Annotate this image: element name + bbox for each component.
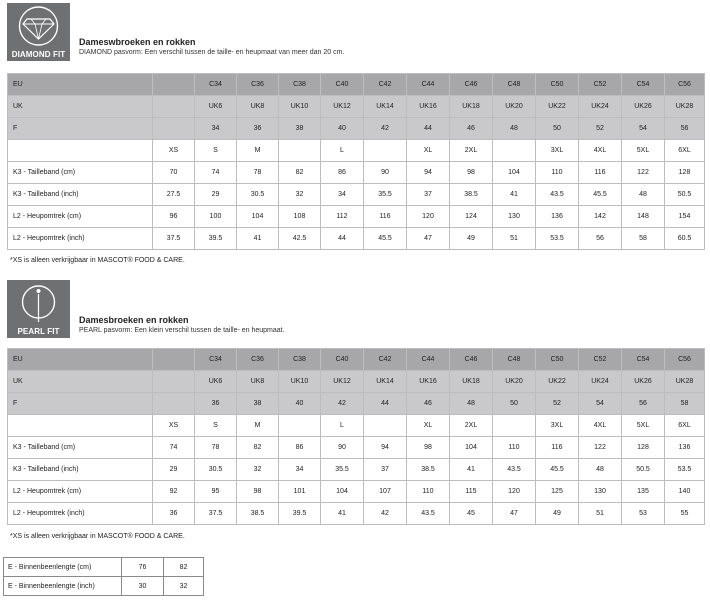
table-row xyxy=(8,206,705,228)
table-cell: C52 xyxy=(579,349,622,371)
table-cell: 96 xyxy=(153,206,195,228)
table-cell: C38 xyxy=(279,74,321,96)
table-cell: 55 xyxy=(665,503,705,525)
table-cell: 53 xyxy=(622,503,665,525)
table-cell: XL xyxy=(407,415,450,437)
table-cell: 34 xyxy=(321,184,364,206)
table-cell: 82 xyxy=(279,162,321,184)
table-cell: 94 xyxy=(364,437,407,459)
table-cell: 95 xyxy=(195,481,237,503)
diamond-badge-label: DIAMOND FIT xyxy=(11,50,66,59)
table-cell: 120 xyxy=(407,206,450,228)
table-cell: 110 xyxy=(536,162,579,184)
table-cell: 30.5 xyxy=(237,184,279,206)
table-cell: 82 xyxy=(237,437,279,459)
table-cell: 46 xyxy=(450,118,493,140)
table-cell: 4XL xyxy=(579,415,622,437)
table-cell: UK24 xyxy=(579,371,622,393)
table-cell: UK16 xyxy=(407,371,450,393)
table-cell: 37 xyxy=(364,459,407,481)
table-cell: UK18 xyxy=(450,371,493,393)
table-cell: 110 xyxy=(493,437,536,459)
table-cell: C50 xyxy=(536,74,579,96)
table-cell: 36 xyxy=(153,503,195,525)
table-row xyxy=(8,393,705,415)
row-label: E - Binnenbeenlengte (inch) xyxy=(4,577,122,596)
diamond-icon xyxy=(7,5,70,49)
row-label: K3 - Tailleband (cm) xyxy=(8,437,153,459)
row-label: F xyxy=(8,118,153,140)
row-label: E - Binnenbeenlengte (cm) xyxy=(4,558,122,577)
table-cell: 29 xyxy=(195,184,237,206)
table-cell: 94 xyxy=(407,162,450,184)
table-cell: C50 xyxy=(536,349,579,371)
table-cell: 116 xyxy=(579,162,622,184)
table-cell: 6XL xyxy=(665,140,705,162)
table-cell: 45.5 xyxy=(364,228,407,250)
table-cell: 38.5 xyxy=(407,459,450,481)
table-cell xyxy=(364,415,407,437)
table-cell: 32 xyxy=(237,459,279,481)
table-row xyxy=(8,140,705,162)
table-cell: 116 xyxy=(364,206,407,228)
diamond-subtitle: DIAMOND pasvorm: Een verschil tussen de taille- en heupmaat van meer dan 20 cm. xyxy=(79,49,345,56)
table-row xyxy=(8,228,705,250)
table-cell: 50.5 xyxy=(622,459,665,481)
table-cell: 104 xyxy=(321,481,364,503)
pearl-section xyxy=(7,280,705,545)
row-label: L2 - Heupomtrek (cm) xyxy=(8,206,153,228)
table-cell: 27.5 xyxy=(153,184,195,206)
table-cell: 3XL xyxy=(536,140,579,162)
table-cell: 50 xyxy=(493,393,536,415)
table-cell: 44 xyxy=(407,118,450,140)
table-cell: UK22 xyxy=(536,371,579,393)
table-cell: 130 xyxy=(579,481,622,503)
diamond-size-table xyxy=(7,73,705,250)
table-cell: 38 xyxy=(237,393,279,415)
table-cell: C36 xyxy=(237,349,279,371)
table-cell: M xyxy=(237,415,279,437)
table-cell: 6XL xyxy=(665,415,705,437)
pearl-note: *XS is alleen verkrijgbaar in MASCOT® FOOD & CARE. xyxy=(10,533,185,540)
table-cell: C38 xyxy=(279,349,321,371)
table-cell: L xyxy=(321,140,364,162)
table-cell: 112 xyxy=(321,206,364,228)
table-cell: 53.5 xyxy=(665,459,705,481)
table-cell: 108 xyxy=(279,206,321,228)
pearl-title: Damesbroeken en rokken xyxy=(79,315,189,325)
table-cell: C48 xyxy=(493,349,536,371)
table-cell: C46 xyxy=(450,74,493,96)
table-cell: 4XL xyxy=(579,140,622,162)
table-cell: 51 xyxy=(493,228,536,250)
table-cell: S xyxy=(195,140,237,162)
table-cell: 116 xyxy=(536,437,579,459)
table-cell xyxy=(153,96,195,118)
table-cell: 136 xyxy=(665,437,705,459)
pearl-subtitle: PEARL pasvorm: Een klein verschil tussen de taille- en heupmaat. xyxy=(79,327,285,334)
table-cell: UK24 xyxy=(579,96,622,118)
table-cell xyxy=(279,415,321,437)
table-cell: 78 xyxy=(237,162,279,184)
table-row xyxy=(4,558,204,577)
table-cell: 3XL xyxy=(536,415,579,437)
table-cell: 54 xyxy=(579,393,622,415)
table-row xyxy=(4,577,204,596)
table-cell: 48 xyxy=(493,118,536,140)
table-cell: 74 xyxy=(153,437,195,459)
table-cell: 40 xyxy=(321,118,364,140)
table-cell: UK20 xyxy=(493,96,536,118)
row-label: EU xyxy=(8,74,153,96)
table-cell: 52 xyxy=(579,118,622,140)
table-cell: 2XL xyxy=(450,415,493,437)
table-cell: 39.5 xyxy=(279,503,321,525)
table-cell: 41 xyxy=(450,459,493,481)
table-cell: 101 xyxy=(279,481,321,503)
table-cell: C54 xyxy=(622,349,665,371)
table-cell: 38.5 xyxy=(450,184,493,206)
table-cell: UK20 xyxy=(493,371,536,393)
table-row xyxy=(8,415,705,437)
table-cell: 122 xyxy=(622,162,665,184)
table-cell: 43.5 xyxy=(536,184,579,206)
table-cell: 154 xyxy=(665,206,705,228)
table-cell: UK18 xyxy=(450,96,493,118)
table-cell: 120 xyxy=(493,481,536,503)
diamond-title: Dameswbroeken en rokken xyxy=(79,37,196,47)
table-cell: UK12 xyxy=(321,96,364,118)
diamond-note: *XS is alleen verkrijgbaar in MASCOT® FOOD & CARE. xyxy=(10,257,185,264)
table-cell: 115 xyxy=(450,481,493,503)
table-cell: L xyxy=(321,415,364,437)
table-cell xyxy=(153,118,195,140)
table-cell: 54 xyxy=(622,118,665,140)
table-cell: 37.5 xyxy=(153,228,195,250)
table-cell: 128 xyxy=(622,437,665,459)
table-cell: 70 xyxy=(153,162,195,184)
table-cell: 58 xyxy=(665,393,705,415)
table-cell: 5XL xyxy=(622,415,665,437)
table-row xyxy=(8,118,705,140)
table-cell: S xyxy=(195,415,237,437)
table-cell: 136 xyxy=(536,206,579,228)
pearl-fit-badge xyxy=(7,280,70,338)
table-cell: 46 xyxy=(407,393,450,415)
table-cell: 45.5 xyxy=(536,459,579,481)
table-cell xyxy=(493,140,536,162)
table-cell: UK6 xyxy=(195,371,237,393)
table-cell: C44 xyxy=(407,74,450,96)
table-cell: 74 xyxy=(195,162,237,184)
table-cell: 48 xyxy=(622,184,665,206)
row-label: UK xyxy=(8,96,153,118)
table-cell: 36 xyxy=(195,393,237,415)
row-label: F xyxy=(8,393,153,415)
table-cell: 130 xyxy=(493,206,536,228)
table-cell: 122 xyxy=(579,437,622,459)
table-cell: 45 xyxy=(450,503,493,525)
row-label: K3 - Tailleband (inch) xyxy=(8,184,153,206)
table-row xyxy=(8,184,705,206)
table-cell: 98 xyxy=(407,437,450,459)
table-row xyxy=(8,437,705,459)
table-cell: UK12 xyxy=(321,371,364,393)
diamond-fit-badge xyxy=(7,3,70,61)
table-cell: C40 xyxy=(321,74,364,96)
table-row xyxy=(8,481,705,503)
table-cell: 98 xyxy=(450,162,493,184)
table-cell xyxy=(153,349,195,371)
table-cell: 36 xyxy=(237,118,279,140)
table-cell: 40 xyxy=(279,393,321,415)
pearl-icon xyxy=(7,282,70,326)
table-cell: 53.5 xyxy=(536,228,579,250)
pearl-badge-label: PEARL FIT xyxy=(17,327,60,336)
row-label: UK xyxy=(8,371,153,393)
table-cell: 32 xyxy=(279,184,321,206)
table-cell: UK16 xyxy=(407,96,450,118)
table-cell: UK6 xyxy=(195,96,237,118)
table-cell: 125 xyxy=(536,481,579,503)
table-cell: 135 xyxy=(622,481,665,503)
table-cell: 148 xyxy=(622,206,665,228)
table-cell: 56 xyxy=(665,118,705,140)
table-cell: 104 xyxy=(237,206,279,228)
row-label: L2 - Heupomtrek (inch) xyxy=(8,503,153,525)
table-cell: 47 xyxy=(407,228,450,250)
table-cell: 2XL xyxy=(450,140,493,162)
table-cell: C48 xyxy=(493,74,536,96)
table-cell: 37 xyxy=(407,184,450,206)
table-cell: 90 xyxy=(364,162,407,184)
row-label: L2 - Heupomtrek (cm) xyxy=(8,481,153,503)
table-cell: UK14 xyxy=(364,371,407,393)
table-cell: 48 xyxy=(579,459,622,481)
row-label xyxy=(8,140,153,162)
table-cell: C34 xyxy=(195,349,237,371)
table-cell: C36 xyxy=(237,74,279,96)
table-cell: 98 xyxy=(237,481,279,503)
table-cell: 42.5 xyxy=(279,228,321,250)
table-cell: 78 xyxy=(195,437,237,459)
table-cell: C42 xyxy=(364,349,407,371)
table-cell: 42 xyxy=(364,118,407,140)
table-cell: XL xyxy=(407,140,450,162)
table-cell xyxy=(364,140,407,162)
row-label xyxy=(8,415,153,437)
row-label: EU xyxy=(8,349,153,371)
table-cell: UK10 xyxy=(279,371,321,393)
table-cell: UK26 xyxy=(622,96,665,118)
table-cell: 42 xyxy=(321,393,364,415)
table-cell: C44 xyxy=(407,349,450,371)
table-cell: 41 xyxy=(493,184,536,206)
table-cell: 44 xyxy=(321,228,364,250)
diamond-section xyxy=(7,3,705,265)
table-cell: 32 xyxy=(164,577,204,596)
table-cell: UK28 xyxy=(665,96,705,118)
table-cell: 60.5 xyxy=(665,228,705,250)
table-cell: 56 xyxy=(622,393,665,415)
table-cell: C42 xyxy=(364,74,407,96)
table-cell: XS xyxy=(153,415,195,437)
row-label: K3 - Tailleband (inch) xyxy=(8,459,153,481)
table-cell: 86 xyxy=(321,162,364,184)
table-cell: 41 xyxy=(237,228,279,250)
table-cell: 30.5 xyxy=(195,459,237,481)
table-cell: C54 xyxy=(622,74,665,96)
table-cell: UK14 xyxy=(364,96,407,118)
table-cell: UK22 xyxy=(536,96,579,118)
table-cell: 37.5 xyxy=(195,503,237,525)
table-row xyxy=(8,371,705,393)
table-cell: 49 xyxy=(450,228,493,250)
table-cell: 76 xyxy=(122,558,164,577)
inseam-table xyxy=(3,557,204,596)
table-cell: 56 xyxy=(579,228,622,250)
table-cell: 43.5 xyxy=(407,503,450,525)
table-cell xyxy=(493,415,536,437)
table-cell: 104 xyxy=(493,162,536,184)
table-cell: 50 xyxy=(536,118,579,140)
table-cell xyxy=(153,393,195,415)
table-cell: 48 xyxy=(450,393,493,415)
table-cell: 47 xyxy=(493,503,536,525)
table-cell: UK8 xyxy=(237,371,279,393)
table-cell: 49 xyxy=(536,503,579,525)
table-row xyxy=(8,74,705,96)
table-cell: 90 xyxy=(321,437,364,459)
table-cell: 41 xyxy=(321,503,364,525)
table-cell: UK10 xyxy=(279,96,321,118)
table-cell: 51 xyxy=(579,503,622,525)
table-cell xyxy=(279,140,321,162)
table-cell: 29 xyxy=(153,459,195,481)
table-cell: 124 xyxy=(450,206,493,228)
table-cell: C40 xyxy=(321,349,364,371)
table-cell: C56 xyxy=(665,349,705,371)
table-cell: 44 xyxy=(364,393,407,415)
table-cell: 140 xyxy=(665,481,705,503)
table-cell: 82 xyxy=(164,558,204,577)
table-cell: 50.5 xyxy=(665,184,705,206)
table-cell: C56 xyxy=(665,74,705,96)
table-cell: XS xyxy=(153,140,195,162)
table-row xyxy=(8,162,705,184)
table-cell: 92 xyxy=(153,481,195,503)
table-cell: 39.5 xyxy=(195,228,237,250)
table-cell: 34 xyxy=(195,118,237,140)
table-cell: 35.5 xyxy=(321,459,364,481)
row-label: L2 - Heupomtrek (inch) xyxy=(8,228,153,250)
table-cell xyxy=(153,74,195,96)
table-cell: 43.5 xyxy=(493,459,536,481)
table-cell: 110 xyxy=(407,481,450,503)
table-row xyxy=(8,459,705,481)
table-cell: 34 xyxy=(279,459,321,481)
table-cell: UK28 xyxy=(665,371,705,393)
table-row xyxy=(8,96,705,118)
table-cell: M xyxy=(237,140,279,162)
table-cell: 128 xyxy=(665,162,705,184)
pearl-size-table xyxy=(7,348,705,525)
table-cell: 142 xyxy=(579,206,622,228)
table-cell: 107 xyxy=(364,481,407,503)
table-row xyxy=(8,503,705,525)
table-cell: 38 xyxy=(279,118,321,140)
table-cell: 35.5 xyxy=(364,184,407,206)
row-label: K3 - Tailleband (cm) xyxy=(8,162,153,184)
table-cell: UK26 xyxy=(622,371,665,393)
table-cell: C34 xyxy=(195,74,237,96)
table-cell: 52 xyxy=(536,393,579,415)
table-cell: 5XL xyxy=(622,140,665,162)
table-cell: 45.5 xyxy=(579,184,622,206)
table-cell xyxy=(153,371,195,393)
table-cell: C52 xyxy=(579,74,622,96)
table-cell: 86 xyxy=(279,437,321,459)
table-cell: 30 xyxy=(122,577,164,596)
table-cell: 100 xyxy=(195,206,237,228)
table-cell: C46 xyxy=(450,349,493,371)
table-cell: 58 xyxy=(622,228,665,250)
table-cell: UK8 xyxy=(237,96,279,118)
table-cell: 104 xyxy=(450,437,493,459)
table-cell: 38.5 xyxy=(237,503,279,525)
table-cell: 42 xyxy=(364,503,407,525)
table-row xyxy=(8,349,705,371)
